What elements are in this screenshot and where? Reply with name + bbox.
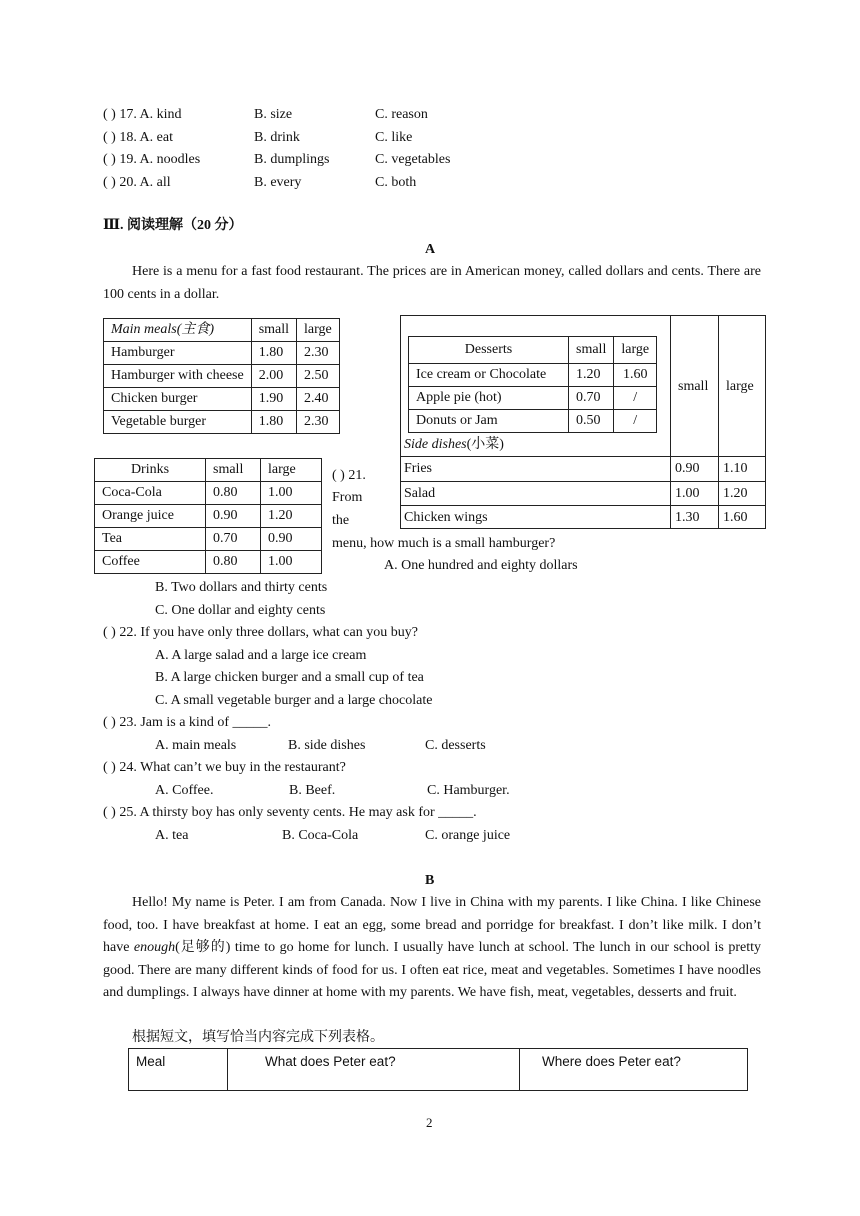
price-small: 1.00 [675,486,700,501]
price-small: 0.70 [569,387,614,410]
price-large: 0.90 [261,528,322,551]
price-small: 1.80 [251,411,296,434]
price-large: / [614,410,657,433]
table-row [95,551,322,574]
price-large: 2.30 [297,342,340,365]
table-row [409,410,657,433]
item-name: Orange juice [95,505,206,528]
q24-question: ( ) 24. What can’t we buy in the restaurant? [103,760,346,775]
header-small: small [569,337,614,364]
header-large: large [261,459,322,482]
price-large: 2.30 [297,411,340,434]
price-large: 1.60 [614,364,657,387]
price-large: 1.20 [723,486,748,501]
q23-question: ( ) 23. Jam is a kind of _____. [103,715,271,730]
table-row [409,387,657,410]
answer-col-meal: Meal [136,1054,166,1069]
table-row [95,482,322,505]
price-small: 0.50 [569,410,614,433]
q24-option-b: B. Beef. [289,783,336,798]
q18-a: ( ) 18. A. eat [103,130,173,145]
q23-option-b: B. side dishes [288,738,366,753]
passage-a-label: A [425,242,436,257]
item-name: Salad [404,486,436,501]
item-name: Coca-Cola [95,482,206,505]
header-small: small [206,459,261,482]
divider [400,505,765,506]
q21-option-a: A. One hundred and eighty dollars [384,558,578,573]
item-name: Fries [404,461,432,476]
item-name: Tea [95,528,206,551]
q25-option-b: B. Coca-Cola [282,828,359,843]
q25-option-c: C. orange juice [425,828,511,843]
price-small: 0.90 [206,505,261,528]
passage-b-label: B [425,873,435,888]
price-small: 0.70 [206,528,261,551]
price-small: 0.90 [675,461,700,476]
passage-b-text: Hello! My name is Peter. I am from Canada. Now I live in China with my parents. I like China. I like Chinese food, too. I have breakfast at home. I eat an egg, some bread and porridge for breakfast. I don’t like milk. I don’t have enough(足够的) time to go home for lunch. I usually have lunch at school. The lunch in our school is pretty good. There are many different kinds of food for us. I often eat rice, meat and vegetables. Sometimes I have noodles and dumplings. I always have dinner at home with my parents. We have fish, meat, vegetables, desserts and fruit. [103,895,761,1001]
q24-option-c: C. Hamburger. [427,783,510,798]
desserts-header: Desserts [409,337,569,364]
divider [227,1048,228,1090]
q18-b: B. drink [254,130,300,145]
price-small: 1.80 [251,342,296,365]
price-small: 2.00 [251,365,296,388]
table-row [104,365,340,388]
answer-col-where: Where does Peter eat? [542,1054,681,1069]
price-large: 1.10 [723,461,748,476]
item-name: Coffee [95,551,206,574]
table-row [95,459,322,482]
item-name: Donuts or Jam [409,410,569,433]
item-name: Hamburger [104,342,252,365]
side-header-small: small [678,379,709,394]
q20-a: ( ) 20. A. all [103,175,171,190]
q21-text-4: menu, how much is a small hamburger? [332,536,556,551]
header-large: large [614,337,657,364]
divider [718,315,719,528]
drinks-header: Drinks [95,459,206,482]
q23-option-c: C. desserts [425,738,486,753]
price-large: 1.00 [261,482,322,505]
divider [519,1048,520,1090]
q17-b: B. size [254,107,293,122]
q19-b: B. dumplings [254,152,330,167]
q21-text-1: ( ) 21. [332,468,366,483]
q19-c: C. vegetables [375,152,451,167]
item-name: Apple pie (hot) [409,387,569,410]
price-large: 1.60 [723,510,748,525]
q22-option-c: C. A small vegetable burger and a large chocolate [155,693,433,708]
desserts-table [408,336,657,433]
price-large: 2.40 [297,388,340,411]
divider [400,456,765,457]
price-small: 1.30 [675,510,700,525]
header-small: small [251,319,296,342]
q21-option-c: C. One dollar and eighty cents [155,603,326,618]
passage-b-instruction: 根据短文，填写恰当内容完成下列表格。 [132,1030,384,1045]
q20-b: B. every [254,175,302,190]
answer-col-what: What does Peter eat? [265,1054,396,1069]
item-name: Hamburger with cheese [104,365,252,388]
price-large: 2.50 [297,365,340,388]
divider [400,481,765,482]
item-name: Ice cream or Chocolate [409,364,569,387]
q23-option-a: A. main meals [155,738,237,753]
q19-a: ( ) 19. A. noodles [103,152,201,167]
price-small: 0.80 [206,551,261,574]
q17-c: C. reason [375,107,428,122]
price-large: 1.20 [261,505,322,528]
section-heading: Ⅲ. 阅读理解（20 分） [103,218,243,233]
item-name: Vegetable burger [104,411,252,434]
table-row [104,342,340,365]
q22-option-b: B. A large chicken burger and a small cup of tea [155,670,424,685]
table-row [104,319,340,342]
q25-option-a: A. tea [155,828,189,843]
price-small: 0.80 [206,482,261,505]
table-row [95,528,322,551]
table-row [104,388,340,411]
table-row [409,337,657,364]
price-large: 1.00 [261,551,322,574]
page-number: 2 [426,1115,433,1130]
drinks-table [94,458,322,574]
table-row [409,364,657,387]
divider [670,315,671,528]
q21-option-b: B. Two dollars and thirty cents [155,580,328,595]
side-header-large: large [726,379,754,394]
main-meals-header: Main meals(主食) [104,319,252,342]
passage-a-intro: Here is a menu for a fast food restaurant. The prices are in American money, called dollars and cents. There are 100 cents in a dollar. [103,264,761,302]
q24-option-a: A. Coffee. [155,783,214,798]
price-small: 1.20 [569,364,614,387]
price-large: / [614,387,657,410]
main-meals-table [103,318,340,434]
price-small: 1.90 [251,388,296,411]
table-row [95,505,322,528]
q21-text-2: From [332,490,363,505]
q25-question: ( ) 25. A thirsty boy has only seventy cents. He may ask for _____. [103,805,477,820]
side-dishes-label: Side dishes(小菜) [404,437,504,452]
q22-question: ( ) 22. If you have only three dollars, what can you buy? [103,625,418,640]
table-row [104,411,340,434]
item-name: Chicken burger [104,388,252,411]
q22-option-a: A. A large salad and a large ice cream [155,648,367,663]
q18-c: C. like [375,130,413,145]
q21-text-3: the [332,513,350,528]
q17-a: ( ) 17. A. kind [103,107,182,122]
item-name: Chicken wings [404,510,488,525]
q20-c: C. both [375,175,417,190]
header-large: large [297,319,340,342]
